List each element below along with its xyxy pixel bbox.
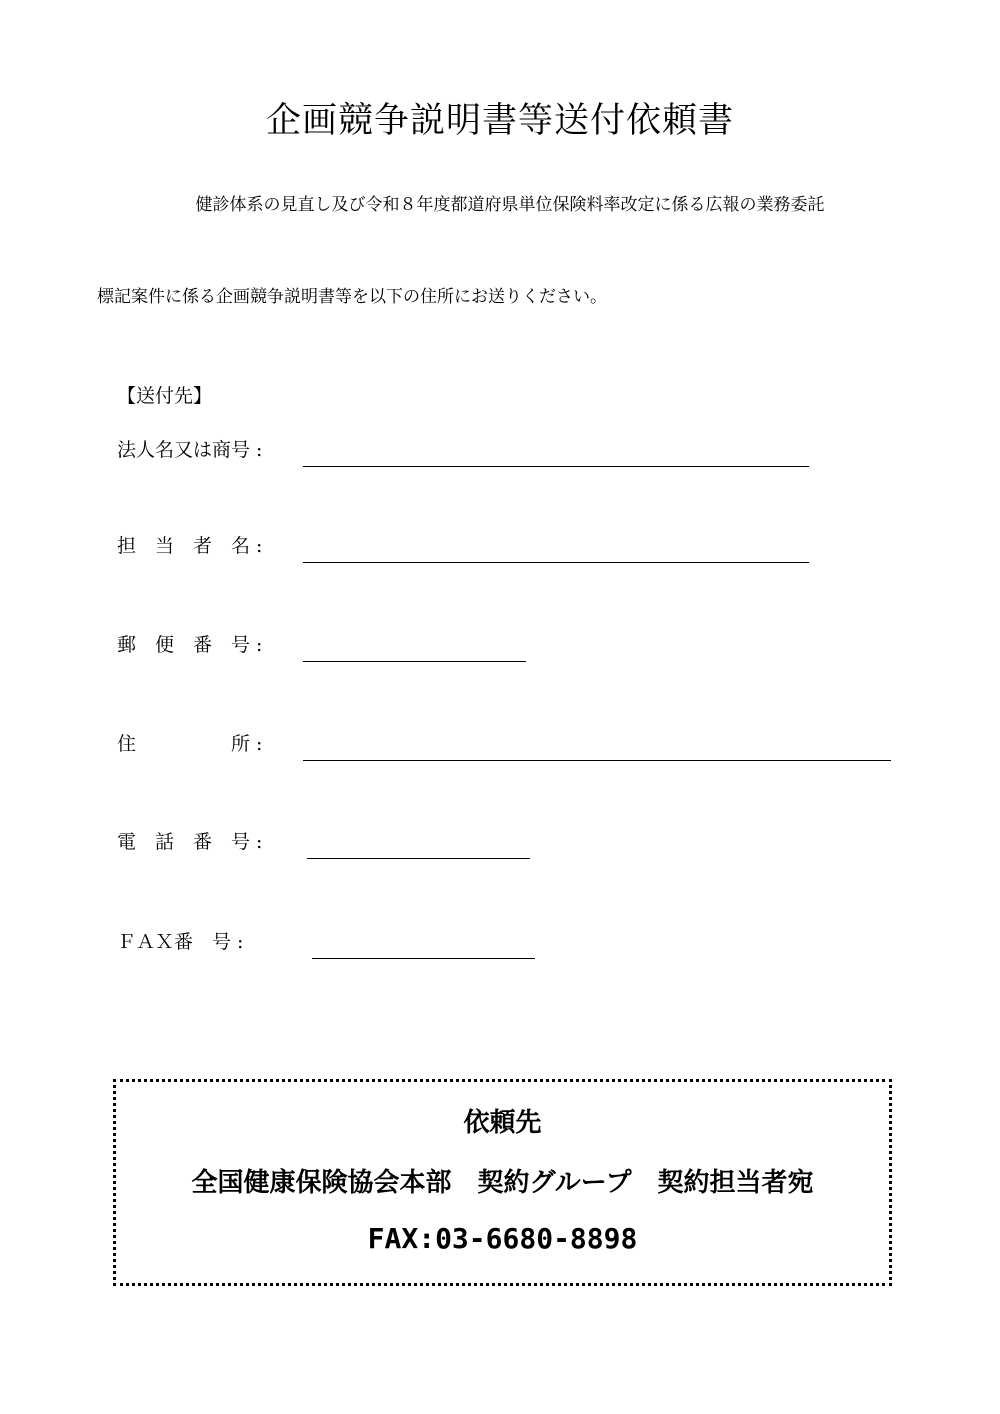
address-label: 住 所 : xyxy=(117,733,263,755)
phone-number-label: 電 話 番 号 : xyxy=(117,831,263,853)
request-recipient: 全国健康保険協会本部 契約グループ 契約担当者宛 xyxy=(191,1168,814,1198)
phone-number-input-line[interactable] xyxy=(307,858,530,859)
page-title: 企画競争説明書等送付依頼書 xyxy=(265,101,734,141)
address-input-line[interactable] xyxy=(303,760,891,761)
address-field[interactable] xyxy=(117,727,897,761)
postal-code-input-line[interactable] xyxy=(303,661,526,662)
company-name-field[interactable] xyxy=(117,433,817,467)
request-fax-number: FAX:03-6680-8898 xyxy=(367,1222,638,1255)
postal-code-field[interactable] xyxy=(117,628,537,662)
destination-heading: 【送付先】 xyxy=(117,385,213,407)
fax-number-field[interactable] xyxy=(117,925,542,959)
contact-person-field[interactable] xyxy=(117,529,817,563)
company-name-label: 法人名又は商号 : xyxy=(117,439,263,461)
postal-code-label: 郵 便 番 号 : xyxy=(117,634,263,656)
subject-line: 健診体系の見直し及び令和８年度都道府県単位保険料率改定に係る広報の業務委託 xyxy=(195,195,825,215)
phone-number-field[interactable] xyxy=(117,825,537,859)
request-heading: 依頼先 xyxy=(463,1108,542,1138)
request-recipient-box xyxy=(113,1079,892,1286)
contact-person-input-line[interactable] xyxy=(303,562,809,563)
fax-number-label: ＦＡＸ番 号 : xyxy=(117,931,244,953)
fax-number-input-line[interactable] xyxy=(312,958,535,959)
company-name-input-line[interactable] xyxy=(303,466,809,467)
contact-person-label: 担 当 者 名 : xyxy=(117,535,263,557)
intro-text: 標記案件に係る企画競争説明書等を以下の住所にお送りください。 xyxy=(97,287,607,307)
